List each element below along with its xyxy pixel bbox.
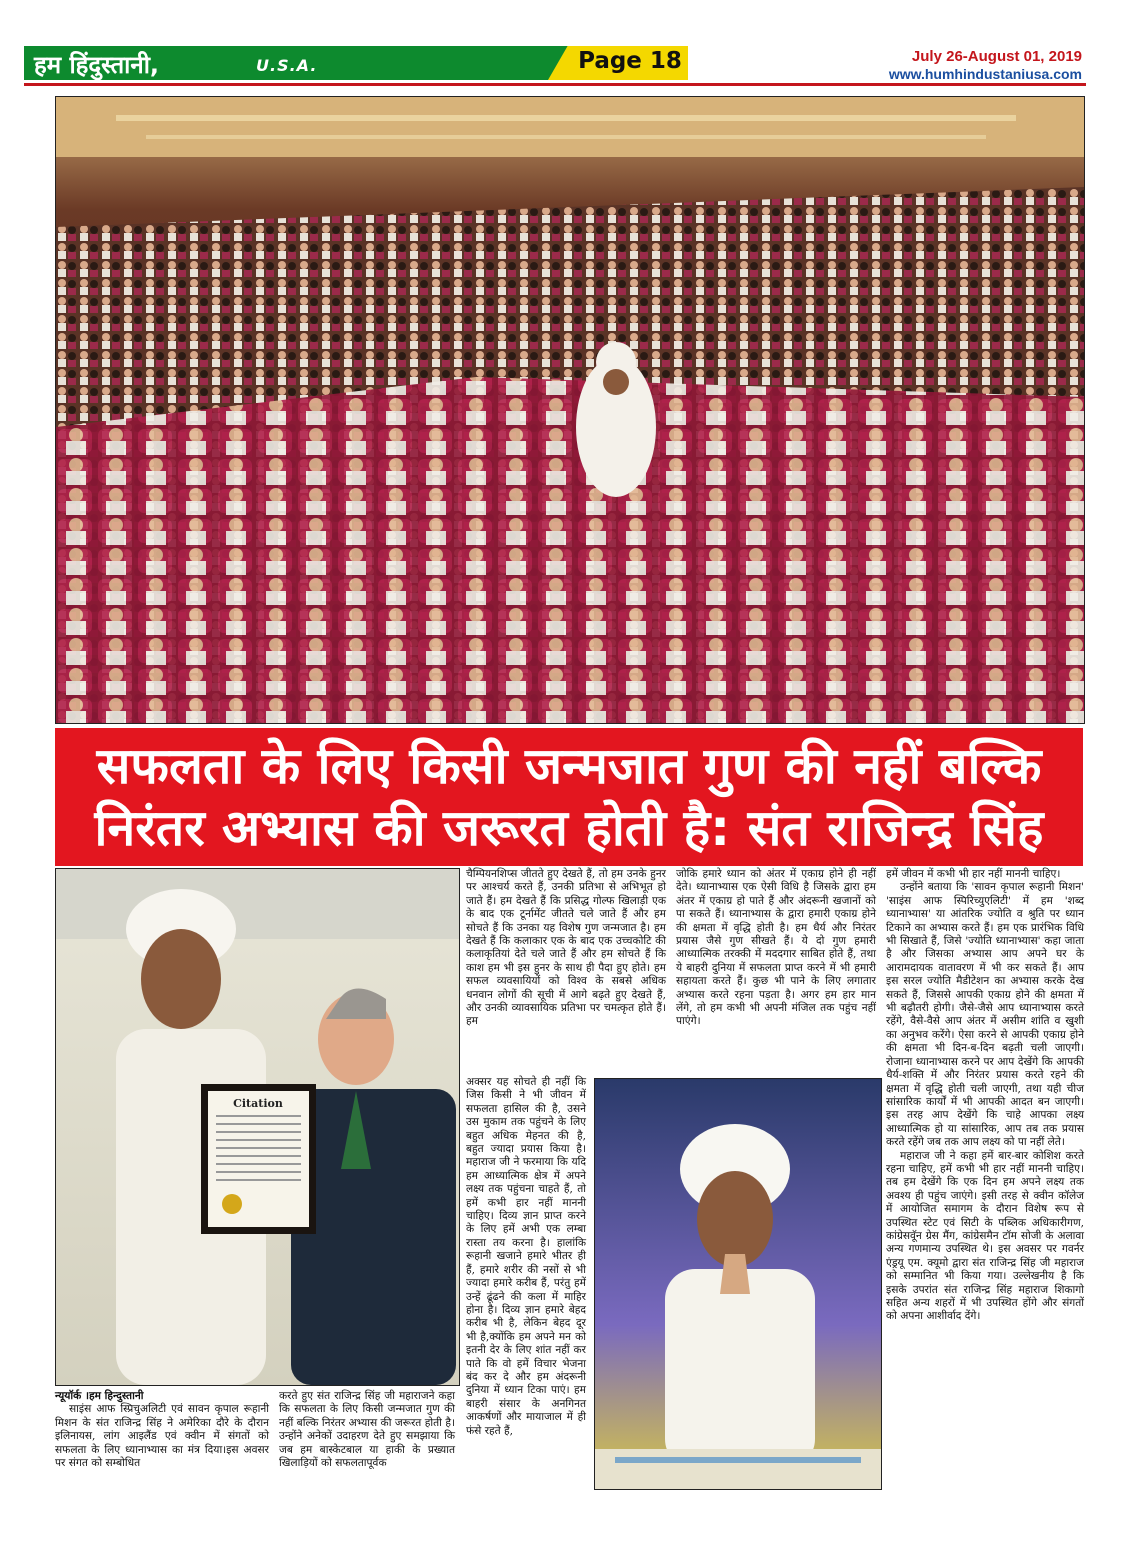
article-paragraph: जोकि हमारे ध्यान को अंतर में एकाग्र होने ही नहीं देते। ध्यानाभ्यास एक ऐसी विधि है जिसके द्वारा हम अंतर में एकाग्र हो पाते हैं और अंदरूनी खजानों को पा सकते हैं। ध्यानाभ्यास के द्वारा हमारी एकाग्र होने की क्षमता में वृद्धि होती है। हम धैर्य और निरंतर प्रयास जैसे गुण सीखते हैं। ये दो गुण हमारी आध्यात्मिक तरक्की में मददगार साबित होते हैं, तथा ये बाहरी दुनिया में सफलता प्राप्त करने में भी हमारी सहायता करते हैं। कुछ भी पाने के लिए लगातार अभ्यास करते रहना पड़ता है। अगर हम हार मान लेंगे, तो हम कभी भी अपनी मंजिल तक पहुंच नहीं पाएंगे।: [676, 868, 876, 1028]
article-paragraph: अक्सर यह सोचते ही नहीं कि जिस किसी ने भी जीवन में सफलता हासिल की है, उसने उस मुकाम तक पहुंचने के लिए बहुत अधिक मेहनत की है, बहुत ज्यादा प्रयास किया है। महाराज जी ने फरमाया कि यदि हम आध्यात्मिक क्षेत्र में अपने लक्ष्य तक पहुंचना चाहते हैं, तो हमें कभी हार नहीं माननी चाहिए। दिव्य ज्ञान प्राप्त करने के लिए हमें अभी एक लम्बा रास्ता तय करना है। हालांकि रूहानी खजाने हमारे भीतर ही हैं, हमारे शरीर की नसों से भी ज्यादा हमारे करीब हैं, परंतु हमें उन्हें ढूंढने की कला में माहिर होना है। दिव्य ज्ञान हमारे बेहद करीब भी है, लेकिन बेहद दूर भी है,क्योंकि हम अपने मन को इतनी देर के लिए शांत नहीं कर पाते कि वो हमें विचार भेजना बंद कर दे और हम अंदरूनी दुनिया में ध्यान टिका पाएं। हम बाहरी संसार के अनगिनत आकर्षणों और मायाजाल में ही फंसे रहते हैं,: [466, 1076, 586, 1437]
issue-date: July 26-August 01, 2019: [911, 48, 1082, 65]
article-column-4: [676, 868, 876, 1029]
audience-photo-illustration: [56, 97, 1084, 723]
article-column-2: [279, 1390, 455, 1470]
citation-photo-illustration: [56, 869, 459, 1385]
article-column-3b: [466, 1076, 586, 1438]
article-column-1: [55, 1390, 269, 1470]
article-paragraph: हमें जीवन में कभी भी हार नहीं माननी चाहिए।: [886, 868, 1061, 880]
article-column-3: [466, 868, 666, 1029]
newspaper-title: हम हिंदुस्तानी,: [34, 51, 160, 79]
headline-line-2: निरंतर अभ्यास की जरूरत होती है: संत राजिन्द्र सिंह: [94, 799, 1044, 857]
saint-greeting-photo: [594, 1078, 882, 1490]
audience-photo: [55, 96, 1085, 724]
headline-line-1: सफलता के लिए किसी जन्मजात गुण की नहीं बल्कि: [96, 737, 1042, 795]
citation-photo: [55, 868, 460, 1386]
citation-certificate: [201, 1084, 316, 1234]
saint-greeting-illustration: [595, 1079, 881, 1489]
article-paragraph: महाराज जी ने कहा हमें बार-बार कोशिश करते रहना चाहिए, हमें कभी भी हार नहीं माननी चाहिए। तब हम देखेंगे कि एक दिन हम अपने लक्ष्य तक अवश्य ही पहुंच जाएंगे। इसी तरह से क्वीन कॉलेज में आयोजित समागम के दौरान विशेष रूप से उपस्थित स्टेट एवं सिटी के पब्लिक अधिकारीगण, कांग्रेसवूॅन ग्रेस मैंग, कांग्रेसमैन टॉम सोजी के अलावा अन्य गणमान्य उपस्थित थे। इस अवसर पर गवर्नर एंड्रयू एम. क्यूमो द्वारा संत राजिन्द्र सिंह जी महाराज को सम्मानित भी किया गया। उल्लेखनीय है कि इसके उपरांत संत राजिन्द्र सिंह महाराज शिकागो सहित अन्य शहरों में भी उपस्थित होंगे और संगतों को अपना आशीर्वाद देंगे।: [886, 1149, 1084, 1323]
article-byline: न्यूयॉर्क ।हम हिन्दुस्तानी: [55, 1390, 144, 1402]
header-divider: [24, 83, 1086, 86]
article-paragraph: करते हुए संत राजिन्द्र सिंह जी महाराजने कहा कि सफलता के लिए किसी जन्मजात गुण की नहीं बल्कि निरंतर अभ्यास की जरूरत होती है। उन्होंने अनेकों उदाहरण देते हुए समझाया कि जब हम बास्केटबाल या हाकी के प्रख्यात खिलाड़ियों को सफलतापूर्वक: [279, 1390, 455, 1470]
article-paragraph: चैम्पियनशिप्स जीतते हुए देखते हैं, तो हम उनके हुनर पर आश्चर्य करते हैं, उनकी प्रतिभा से अभिभूत हो जाते हैं। हम देखते हैं कि प्रसिद्ध गोल्फ खिलाड़ी एक के बाद एक टूर्नामेंट जीतते चले जाते हैं और हम सोचते हैं कि उनका यह विशेष गुण जन्मजात है। हम देखते हैं कि कलाकार एक के बाद एक उच्चकोटि की कलाकृतियां देते चले जाते हैं और हम सोचते हैं कि काश हम भी इस हुनर के साथ ही पैदा हुए होते। हम सफल व्यवसायियों को विश्व के सबसे अधिक धनवान लोगों की सूची में आगे बढ़ते हुए देखते हैं, और उनकी व्यावसायिक प्रतिभा पर चमत्कृत होते हैं। हम: [466, 868, 666, 1028]
article-paragraph: उन्होंने बताया कि 'सावन कृपाल रूहानी मिशन' 'साइंस आफ स्पिरिच्युएलिटी' में हम 'शब्द ध्यानाभ्यास' या आंतरिक ज्योति व श्रुति पर ध्यान टिकाने का अभ्यास करते हैं। हम एक प्रारंभिक विधि भी सिखाते हैं, जिसे 'ज्योति ध्यानाभ्यास' कहा जाता है और जिसका अभ्यास आप अपने घर के आरामदायक वातावरण में भी कर सकते हैं। आप इस सरल ज्योति मैडीटेशन का अभ्यास करके देख सकते हैं, जिससे आपकी एकाग्र होने की क्षमता में भी बढ़ौतरी होगी। जैसे-जैसे आप ध्यानाभ्यास करते रहेंगे, वैसे-वैसे आप अंतर में असीम शांति व खुशी का अनुभव करेंगे। ऐसा करने से आपकी एकाग्र होने की क्षमता भी दिन-ब-दिन बढ़ती चली जाएगी। रोजाना ध्यानाभ्यास करने पर आप देखेंगे कि आपकी धैर्य-शक्ति में और निरंतर प्रयास करते रहने की क्षमता में वृद्धि होती चली जाएगी, तथा यही चीज सांसारिक कार्यों में भी आपकी आदत बन जाएगी। इस तरह आप देखेंगे कि चाहे आपका लक्ष्य आध्यात्मिक हो या सांसारिक, आप तब तक प्रयास करते रहेंगे जब तक आप लक्ष्य को पा नहीं लेते।: [886, 881, 1084, 1149]
newspaper-country: U.S.A.: [256, 56, 318, 75]
article-column-5: [886, 868, 1084, 1324]
website-link[interactable]: www.humhindustaniusa.com: [888, 66, 1082, 82]
page-number: Page 18: [578, 48, 682, 74]
article-paragraph: साइंस आफ स्प्रिचुअलिटी एवं सावन कृपाल रूहानी मिशन के संत राजिन्द्र सिंह ने अमेरिका दौरे के दौरान इलिनायस, लांग आइलैंड एवं क्वीन में संगतों को सफलता के लिए ध्यानाभ्यास का मंत्र दिया।इस अवसर पर संगत को सम्बोधित: [55, 1403, 269, 1470]
citation-heading: Citation: [233, 1097, 283, 1110]
